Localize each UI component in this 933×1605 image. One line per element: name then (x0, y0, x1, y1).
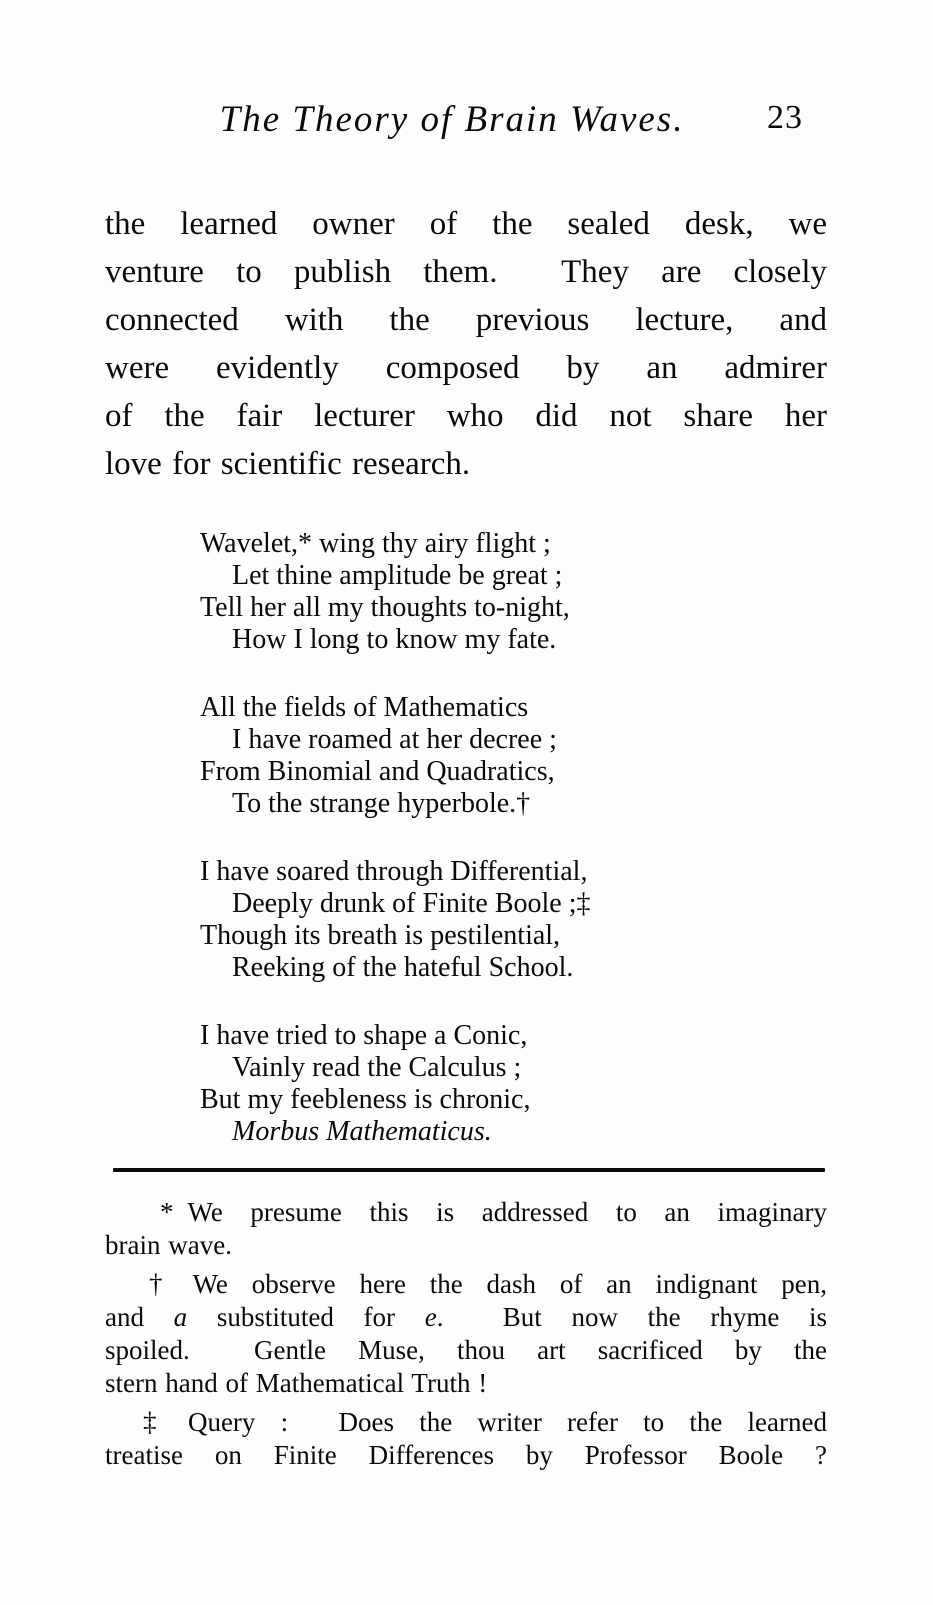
footnote-line (105, 1301, 827, 1334)
page-number: 23 (767, 99, 803, 136)
poem-line: All the fields of Mathematics (200, 692, 529, 723)
poem-line: Let thine amplitude be great ; (232, 560, 563, 591)
poem-line: Vainly read the Calculus ; (232, 1052, 522, 1083)
footnote-line: brain wave. (105, 1230, 232, 1260)
poem-line: But my feebleness is chronic, (200, 1084, 531, 1115)
footnote-line (105, 1196, 827, 1229)
poem-stanza (105, 528, 827, 656)
footnotes-section (105, 1196, 827, 1478)
poem-line: From Binomial and Quadratics, (200, 756, 555, 787)
poem-line: To the strange hyperbole.† (232, 788, 531, 819)
poem-line: I have soared through Differential, (200, 856, 588, 887)
paragraph-line: venture to publish them. They are closely (105, 254, 827, 290)
footnote-text: and (105, 1302, 174, 1332)
footnote-text: We observe here the dash of an indignant pen, (192, 1269, 828, 1299)
footnote-line (105, 1268, 827, 1301)
poem-line: Wavelet,* wing thy airy flight ; (200, 528, 551, 559)
footnote-marker-dagger: † (149, 1269, 179, 1299)
italic-letter-a: a (173, 1302, 188, 1332)
footnote-asterisk (105, 1196, 827, 1262)
page-header (105, 98, 827, 158)
running-title: The Theory of Brain Waves. (219, 99, 685, 140)
footnote-line (105, 1406, 827, 1439)
paragraph-line: the learned owner of the sealed desk, we (105, 206, 827, 242)
paragraph-line: connected with the previous lecture, and (105, 302, 827, 338)
body-paragraph (105, 200, 827, 488)
poem-stanza (105, 856, 827, 984)
poem-stanza (105, 692, 827, 820)
poem-line: I have tried to shape a Conic, (200, 1020, 528, 1051)
footnote-text: We presume this is addressed to an imaginary (187, 1197, 827, 1227)
poem-stanza (105, 1020, 827, 1148)
poem-line: Morbus Mathematicus. (232, 1116, 492, 1147)
italic-letter-e: e (424, 1302, 437, 1332)
footnote-line: spoiled. Gentle Muse, thou art sacrificed by the (105, 1335, 827, 1365)
paragraph-line: were evidently composed by an admirer (105, 350, 827, 386)
paragraph-line: love for scientific research. (105, 446, 471, 482)
footnote-rule (113, 1168, 825, 1172)
poem-line: I have roamed at her decree ; (232, 724, 557, 755)
poem-line: Though its breath is pestilential, (200, 920, 561, 951)
footnote-text: . But now the rhyme is (436, 1302, 827, 1332)
footnote-line: treatise on Finite Differences by Professor Boole ? (105, 1440, 827, 1470)
poem-line: Deeply drunk of Finite Boole ;‡ (232, 888, 591, 919)
poem-line: How I long to know my fate. (232, 624, 557, 655)
footnote-double-dagger (105, 1406, 827, 1472)
footnote-marker-double-dagger: ‡ (143, 1407, 174, 1437)
poem-line: Tell her all my thoughts to-night, (200, 592, 570, 623)
footnote-text: substituted for (187, 1302, 425, 1332)
poem-line: Reeking of the hateful School. (232, 952, 574, 983)
paragraph-line: of the fair lecturer who did not share her (105, 398, 827, 434)
footnote-text: Query : Does the writer refer to the learned (187, 1407, 828, 1437)
footnote-dagger (105, 1268, 827, 1400)
footnote-line: stern hand of Mathematical Truth ! (105, 1368, 488, 1398)
poem (105, 528, 827, 1184)
footnote-marker-asterisk: * (160, 1197, 174, 1227)
